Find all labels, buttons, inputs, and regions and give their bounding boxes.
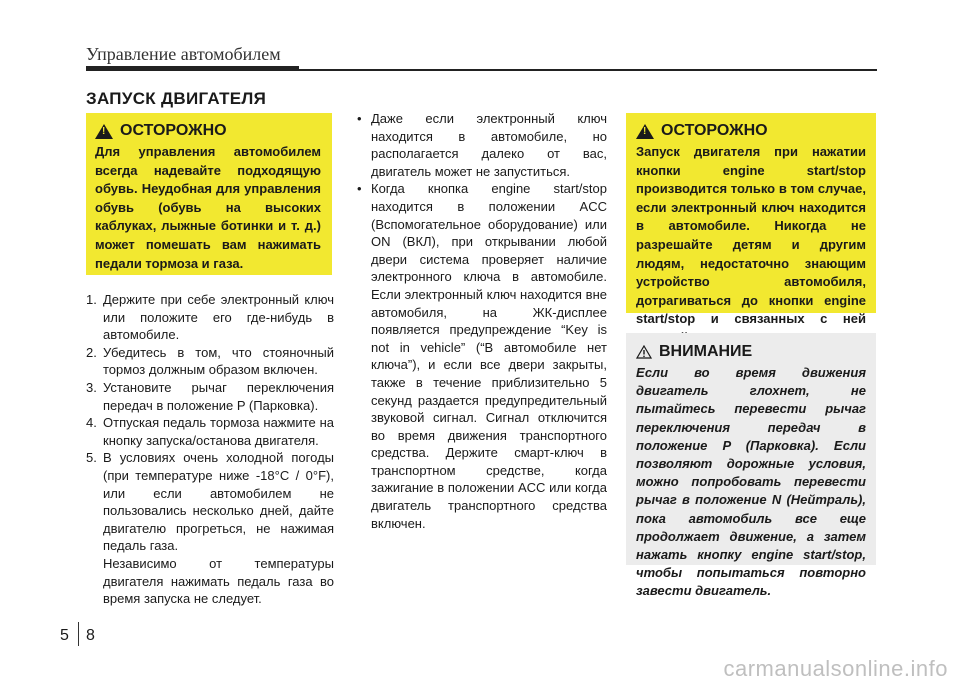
section-title: ЗАПУСК ДВИГАТЕЛЯ [86, 89, 267, 108]
notice-box [626, 333, 876, 599]
step-item: 1. Держите при себе электронный ключ или положите его где-нибудь в автомобиле. [86, 292, 334, 343]
warning-box-right [626, 113, 876, 327]
bullet-item: • Даже если электронный ключ находится в автомобиле, но располагается далеко от вас, двигатель может не запуститься. [357, 111, 607, 179]
page-header-title: Управление автомобилем [86, 44, 281, 64]
page-section-number: 5 [60, 627, 69, 644]
header-rule-thick [86, 66, 299, 71]
step-item: 2. Убедитесь в том, что стояночный тормоз должным образом включен. [86, 344, 334, 378]
warning-text: Запуск двигателя при нажатии кнопки engine start/stop производится только в том случае, если электронный ключ находится в автомобиле. Никогда не разрешайте детям и другим людям, недостаточно знающим устройство автомобиля, дотрагиваться до кнопки engine start/stop и связанных с ней [636, 144, 866, 327]
bullet-item: • Когда кнопка engine start/stop находится в положении ACC (Вспомогательное оборудование) или ON (ВКЛ), при открывании любой двери система проверяет наличие электронного ключа в автомобиле. Если электронный ключ находится вне автомобиля, на ЖК-дисплее появляется предупреждение “Key is not in vehicle” (“В автомобиле нет ключа”), и если все двери закрыты, также в течение приблизительно 5 секунд раздается предупредительный звуковой сигнал. Сигнал отключится во время движения транспортного средства. Держите смарт-ключ в транспортном средстве, когда зажигание в положении ACC или когда двигатель транспортного средства включен. [357, 181, 607, 531]
page-number: 8 [86, 627, 95, 644]
step5-extra-paragraph: Независимо от температуры двигателя нажимать педаль газа во время запуска не следует. [103, 555, 334, 607]
notice-heading-label: ВНИМАНИЕ [659, 343, 753, 360]
caution-triangle-icon [636, 345, 652, 359]
step-item: 5. В условиях очень холодной погоды (при температуре ниже -18°C / 0°F), или если автомобилем не пользовались несколько дней, дайте двигателю прогреться, не нажимая педаль газа. [86, 450, 334, 554]
notice-text: Если во время движения двигатель глохнет, не пытайтесь перевести рычаг переключения передач в положение P (Парковка). Если позволяют дорожные условия, можно попробовать перевести рычаг в положение N (Нейтраль), пока автомобиль все еще продолжает движение, а затем нажать кнопку engine start/stop, чтобы попытаться повторно завести двигатель. [636, 365, 866, 599]
page-number-divider [78, 622, 79, 646]
bullets-column [355, 110, 607, 532]
warning-heading-label: ОСТОРОЖНО [120, 122, 227, 139]
warning-heading [636, 122, 866, 140]
warning-heading-label: ОСТОРОЖНО [661, 122, 768, 139]
watermark: carmanualsonline.info [723, 656, 948, 681]
warning-triangle-icon [95, 124, 113, 139]
warning-box-left [86, 113, 332, 275]
warning-triangle-icon [636, 124, 654, 139]
steps-column [86, 291, 334, 608]
warning-text: Для управления автомобилем всегда надевайте подходящую обувь. Неудобная для управления обувь (обувь на высоких каблуках, лыжные ботинки и т. д.) может помешать вам нажимать педали тормоза и газа. [95, 144, 321, 271]
step-item: 3. Установите рычаг переключения передач в положение P (Парковка). [86, 379, 334, 413]
bullet-list [355, 110, 607, 532]
notice-heading [636, 343, 866, 361]
step-item: 4. Отпуская педаль тормоза нажмите на кнопку запуска/останова двигателя. [86, 415, 334, 448]
steps-list [86, 291, 334, 555]
header-rule-thin [299, 69, 877, 71]
warning-heading [95, 122, 321, 140]
